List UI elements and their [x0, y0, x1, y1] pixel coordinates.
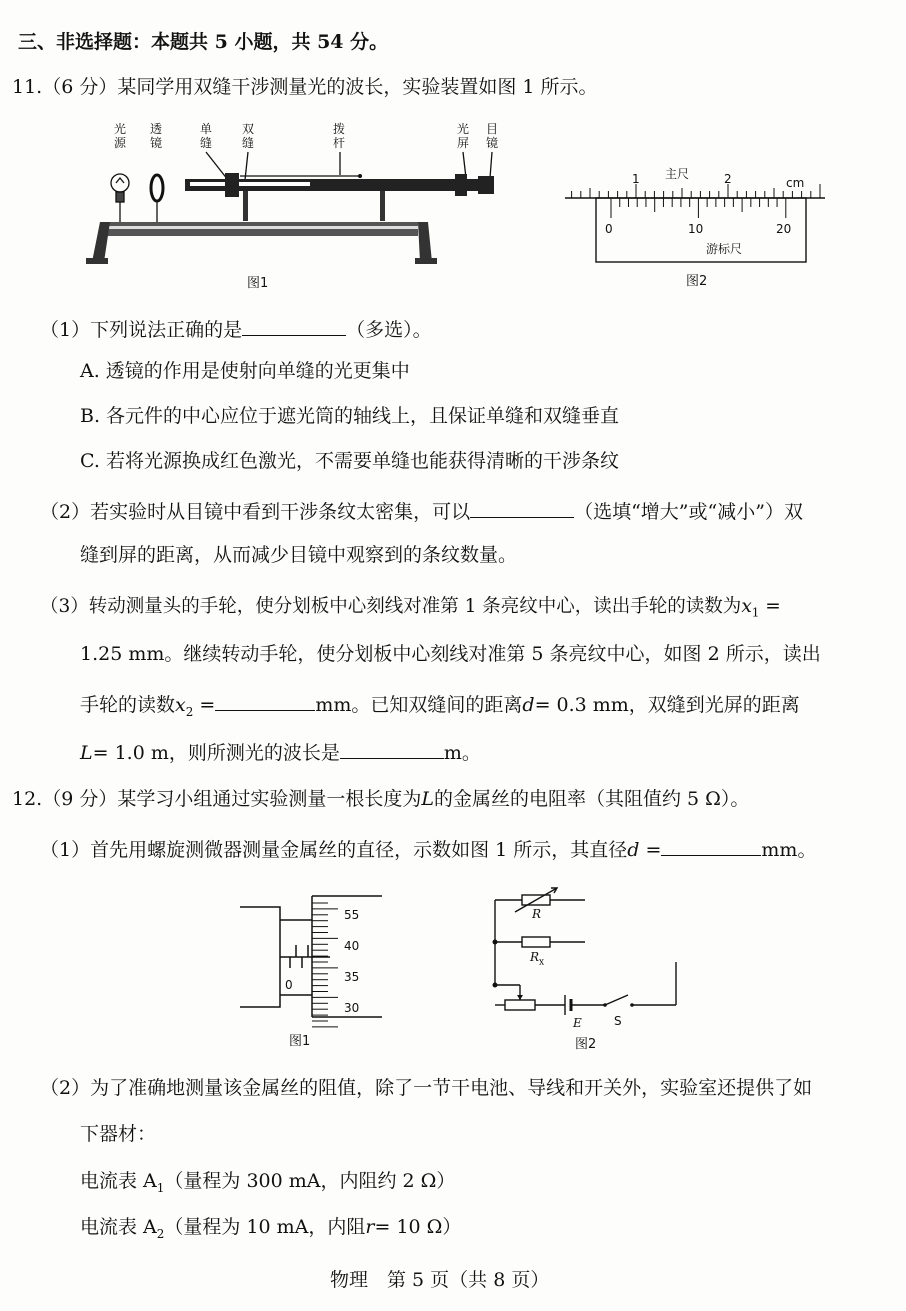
fig2-caption: 图2	[575, 1037, 597, 1052]
fig2-caption: 图2	[686, 274, 708, 289]
q11-p3-line3: 手轮的读数$x_2$ = mm。已知双缝间的距离d= 0.3 mm，双缝到光屏的距离	[80, 690, 800, 724]
fig1-caption: 图1	[289, 1034, 311, 1049]
circuit-label-R: R	[532, 907, 542, 921]
q12-p2-line2: 下器材：	[80, 1123, 157, 1145]
q12-header: 12.（9 分）某学习小组通过实验测量一根长度为L的金属丝的电阻率（其阻值约 5 Ω）。	[12, 788, 750, 810]
fig2-vernier-label: 游标尺	[706, 242, 743, 256]
micro-tick-label: 30	[344, 1001, 360, 1015]
fig2-main-tick: 1	[632, 172, 640, 186]
q12-p2-line1: （2）为了准确地测量该金属丝的阻值，除了一节干电池、导线和开关外，实验室还提供了如	[40, 1077, 813, 1099]
fig1-label-lens: 透镜	[149, 122, 162, 150]
q11-option-c: C. 若将光源换成红色激光，不需要单缝也能获得清晰的干涉条纹	[80, 450, 619, 472]
q11-p2-line2: 缝到屏的距离，从而减少目镜中观察到的条纹数量。	[80, 544, 518, 566]
section-title: 三、非选择题：本题共 5 小题，共 54 分。	[18, 31, 389, 53]
micro-tick-label: 55	[344, 908, 360, 922]
q11-p2-line1: （2）若实验时从目镜中看到干涉条纹太密集，可以 （选填“增大”或“减小”）双	[40, 497, 803, 524]
q11-p1: （1）下列说法正确的是 （多选）。	[40, 315, 432, 342]
q12-item1: 电流表 $A_1$（量程为 300 mA，内阻约 2 Ω）	[80, 1170, 456, 1195]
q12-item2: 电流表 $A_2$（量程为 10 mA，内阻r= 10 Ω）	[80, 1216, 462, 1241]
fig1-label-screen: 光屏	[456, 122, 469, 150]
fig2-vernier-tick: 10	[688, 222, 704, 236]
micro-zero-label: 0	[285, 978, 293, 992]
fig2-main-tick: 2	[724, 172, 732, 186]
circuit-label-Rx: $R_x$	[530, 950, 545, 968]
circuit-label-E: E	[573, 1016, 582, 1030]
fig1-label-single-slit: 单缝	[199, 122, 212, 150]
fig1-caption: 图1	[247, 276, 269, 291]
circuit-label-S: S	[614, 1014, 622, 1028]
q11-p3-line2: 1.25 mm。继续转动手轮，使分划板中心刻线对准第 5 条亮纹中心，如图 2 所示，读出	[80, 643, 821, 665]
fig2-vernier-tick: 20	[776, 222, 792, 236]
fig2-unit: cm	[786, 176, 805, 190]
fig2-vernier-tick: 0	[605, 222, 613, 236]
q11-option-b: B. 各元件的中心应位于遮光筒的轴线上，且保证单缝和双缝垂直	[80, 405, 620, 427]
q11-p3-line1: （3）转动测量头的手轮，使分划板中心刻线对准第 1 条亮纹中心，读出手轮的读数为$x_1$ =	[40, 596, 781, 620]
fig1-label-double-slit: 双缝	[241, 122, 254, 150]
q11-header: 11.（6 分）某同学用双缝干涉测量光的波长，实验装置如图 1 所示。	[12, 76, 598, 98]
fig1-label-source: 光源	[113, 122, 126, 150]
fig2-main-scale-label: 主尺	[665, 167, 690, 181]
fig1-label-eyepiece: 目镜	[485, 122, 498, 150]
fig1-label-lever: 拨杆	[332, 122, 345, 150]
page-footer: 物理 第 5 页（共 8 页）	[330, 1269, 550, 1291]
micro-tick-label: 35	[344, 970, 360, 984]
q11-option-a: A. 透镜的作用是使射向单缝的光更集中	[80, 360, 410, 382]
q11-p3-line4: L= 1.0 m，则所测光的波长是 m。	[80, 738, 481, 765]
micro-tick-label: 40	[344, 939, 360, 953]
q12-p1: （1）首先用螺旋测微器测量金属丝的直径，示数如图 1 所示，其直径d = mm。	[40, 835, 816, 862]
